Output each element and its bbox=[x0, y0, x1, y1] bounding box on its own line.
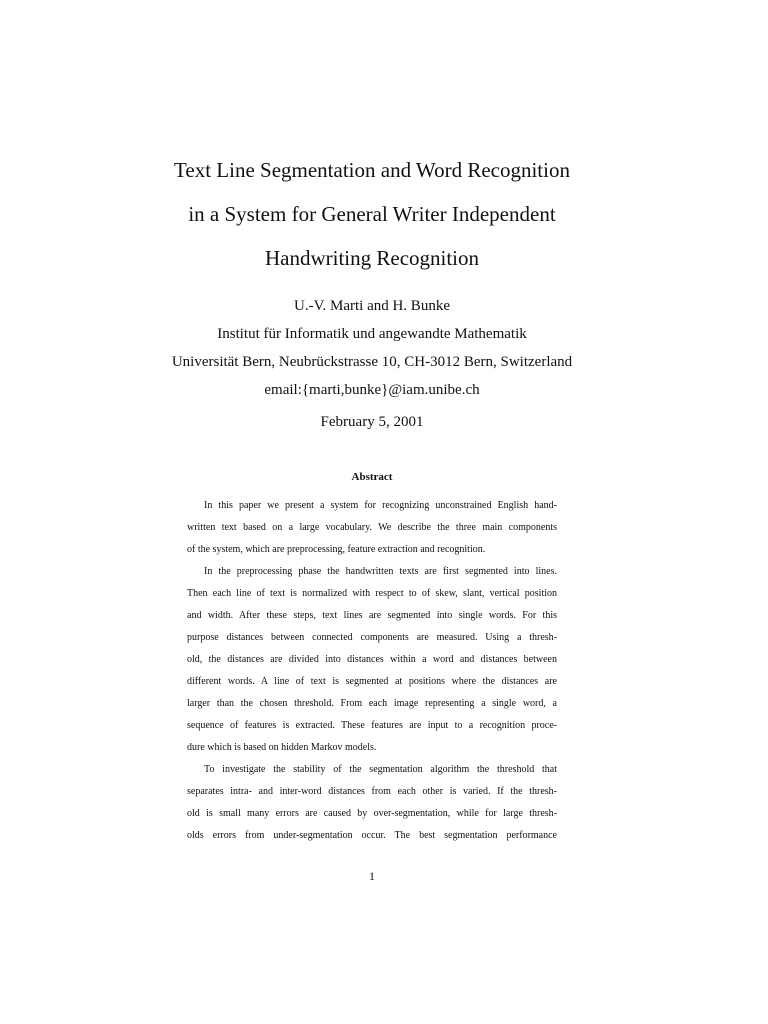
abstract-line: and width. After these steps, text lines are segmented into single words. For this bbox=[187, 610, 557, 621]
email: email:{marti,bunke}@iam.unibe.ch bbox=[264, 382, 480, 398]
paper-title-line-2: in a System for General Writer Independent bbox=[188, 202, 556, 226]
abstract-line: dure which is based on hidden Markov models. bbox=[187, 742, 377, 753]
abstract-line: separates intra- and inter-word distances from each other is varied. If the thresh- bbox=[187, 786, 557, 797]
abstract-line: written text based on a large vocabulary. We describe the three main components bbox=[187, 522, 557, 533]
address: Universität Bern, Neubrückstrasse 10, CH-3012 Bern, Switzerland bbox=[171, 354, 573, 370]
abstract-line: old, the distances are divided into distances within a word and distances between bbox=[187, 654, 557, 665]
abstract-line: Then each line of text is normalized with respect to of skew, slant, vertical position bbox=[187, 588, 557, 599]
abstract-heading: Abstract bbox=[351, 471, 393, 483]
paper-title-line-3: Handwriting Recognition bbox=[264, 246, 480, 270]
page-number: 1 bbox=[369, 869, 375, 883]
abstract-line: In the preprocessing phase the handwritten texts are first segmented into lines. bbox=[204, 566, 557, 577]
abstract-line: In this paper we present a system for recognizing unconstrained English hand- bbox=[204, 500, 557, 511]
abstract-line: To investigate the stability of the segmentation algorithm the threshold that bbox=[204, 764, 557, 775]
abstract-line: different words. A line of text is segmented at positions where the distances are bbox=[187, 676, 557, 687]
abstract-line: old is small many errors are caused by over-segmentation, while for large thresh- bbox=[187, 808, 557, 819]
date: February 5, 2001 bbox=[320, 414, 424, 430]
authors: U.-V. Marti and H. Bunke bbox=[294, 298, 450, 314]
abstract-line: sequence of features is extracted. These features are input to a recognition proce- bbox=[187, 720, 557, 731]
paper-title-line-1: Text Line Segmentation and Word Recognition bbox=[174, 158, 570, 182]
affiliation: Institut für Informatik und angewandte Mathematik bbox=[217, 326, 527, 342]
abstract-line: purpose distances between connected components are measured. Using a thresh- bbox=[187, 632, 557, 643]
abstract-line: olds errors from under-segmentation occur. The best segmentation performance bbox=[187, 830, 557, 841]
abstract-line: larger than the chosen threshold. From each image representing a single word, a bbox=[187, 698, 557, 709]
abstract-line: of the system, which are preprocessing, feature extraction and recognition. bbox=[187, 544, 486, 555]
